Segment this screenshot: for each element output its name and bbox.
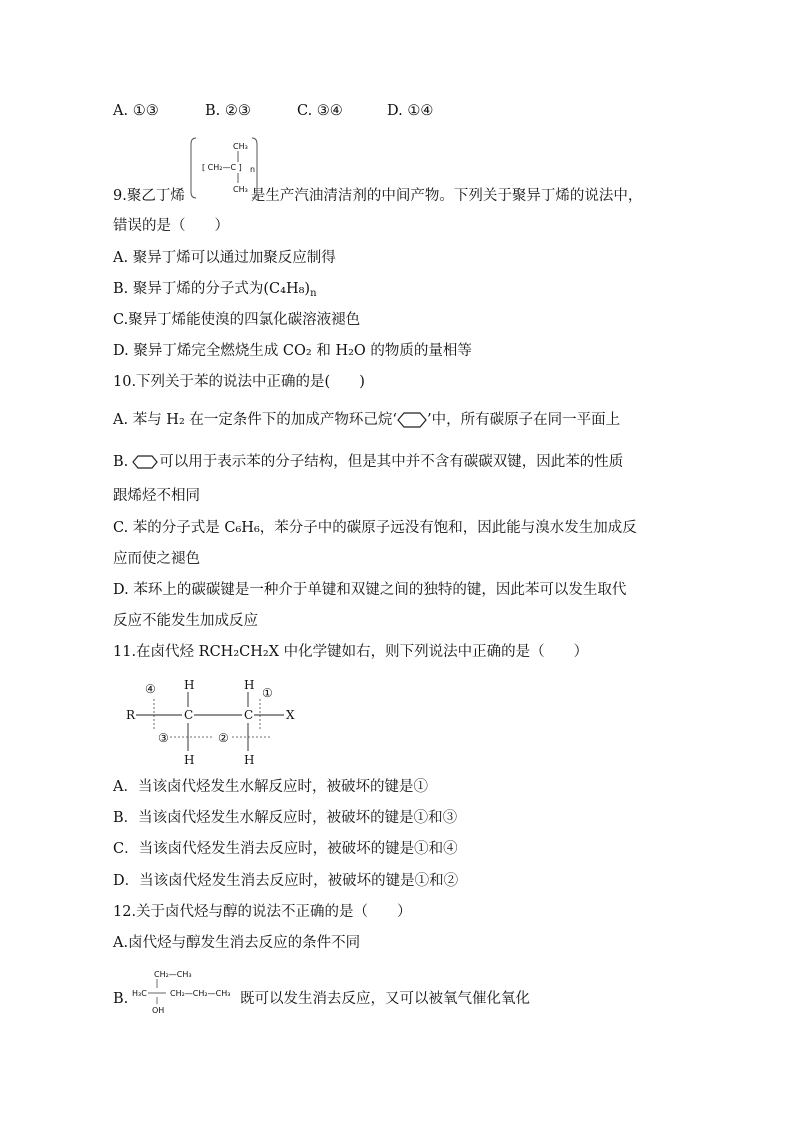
q11-option-d: D．当该卤代烃发生消去反应时，被破坏的键是①和② xyxy=(113,873,459,889)
q10-option-c: C. 苯的分子式是 C₆H₆，苯分子中的碳原子远没有饱和，因此能与溴水发生加成反 xyxy=(113,520,637,536)
polyisobutylene-structure xyxy=(190,136,258,200)
structure-main: [ CH₂—C ] xyxy=(202,163,242,172)
q11-option-c: C．当该卤代烃发生消去反应时，被破坏的键是①和④ xyxy=(113,841,458,857)
q10-option-b-post: 可以用于表示苯的分子结构，但是其中并不含有碳碳双键，因此苯的性质 xyxy=(159,454,624,470)
q8-option-c: C. ③④ xyxy=(297,103,343,119)
diagram-c2: C xyxy=(244,708,254,722)
diagram-h1: H xyxy=(184,678,195,692)
q12-option-a: A.卤代烃与醇发生消去反应的条件不同 xyxy=(113,935,361,951)
bond-label-3: ③ xyxy=(158,731,169,745)
structure-n: n xyxy=(250,165,256,174)
q10-option-a xyxy=(113,410,620,430)
q10-option-b xyxy=(113,452,623,472)
q9-option-b-text: B. 聚异丁烯的分子式为 xyxy=(113,281,264,297)
diagram-x: X xyxy=(286,708,295,722)
alcohol-structure xyxy=(130,966,238,1016)
q9-option-b-formula: (C₄H₈) xyxy=(263,281,311,297)
diagram-r: R xyxy=(126,708,136,722)
q9-stem-b: 是生产汽油清洁剂的中间产物。下列关于聚异丁烯的说法中， xyxy=(250,188,643,204)
alcohol-right: CH₂—CH₂—CH₃ xyxy=(170,989,231,998)
structure-ch3-bottom: CH₃ xyxy=(233,185,248,194)
diagram-h3: H xyxy=(244,678,255,692)
q10-stem: 10.下列关于苯的说法中正确的是( ) xyxy=(113,374,365,390)
q8-option-d: D. ①④ xyxy=(387,103,434,119)
q9-option-b xyxy=(113,279,317,304)
diagram-h4: H xyxy=(244,753,255,767)
q8-option-b: B. ②③ xyxy=(205,103,251,119)
bond-label-1: ① xyxy=(262,686,273,700)
q9-option-d: D. 聚异丁烯完全燃烧生成 CO₂ 和 H₂O 的物质的量相等 xyxy=(113,343,472,359)
bond-label-2: ② xyxy=(218,731,229,745)
q9-option-a: A. 聚异丁烯可以通过加聚反应制得 xyxy=(113,250,336,266)
q9-stem-line2: 错误的是（ ） xyxy=(113,218,229,234)
q8-options xyxy=(113,101,433,121)
q10-option-d-cont: 反应不能发生加成反应 xyxy=(113,613,258,629)
q8-option-a: A. ①③ xyxy=(113,103,159,119)
q10-option-b-cont: 跟烯烃不相同 xyxy=(113,488,200,504)
cyclohexane-icon xyxy=(397,411,427,429)
q12-option-b-pre: B. xyxy=(113,991,129,1007)
q9-stem-a: 9.聚乙丁烯 xyxy=(113,188,185,204)
q10-option-d: D. 苯环上的碳碳键是一种介于单键和双键之间的独特的键，因此苯可以发生取代 xyxy=(113,582,627,598)
haloalkane-bond-diagram xyxy=(118,675,318,770)
bond-label-4: ④ xyxy=(145,682,156,696)
benzene-ring-icon xyxy=(132,454,158,470)
q11-option-b: B．当该卤代烃发生水解反应时，被破坏的键是①和③ xyxy=(113,810,458,826)
q10-option-b-pre: B. xyxy=(113,454,129,470)
q9-option-c: C.聚异丁烯能使溴的四氯化碳溶液褪色 xyxy=(113,312,361,328)
q10-option-a-pre: A. 苯与 H₂ 在一定条件下的加成产物环己烷‘ xyxy=(113,412,397,428)
q10-option-c-cont: 应而使之褪色 xyxy=(113,551,200,567)
diagram-c1: C xyxy=(184,708,194,722)
q11-stem: 11.在卤代烃 RCH₂CH₂X 中化学键如右，则下列说法中正确的是（ ） xyxy=(113,644,589,660)
alcohol-left: H₃C xyxy=(132,989,147,998)
q11-option-a: A．当该卤代烃发生水解反应时，被破坏的键是① xyxy=(113,779,428,795)
q12-stem: 12.关于卤代烃与醇的说法不正确的是（ ） xyxy=(113,904,412,920)
q9-option-b-n: n xyxy=(310,288,317,299)
alcohol-top: CH₂—CH₃ xyxy=(154,970,192,979)
diagram-h2: H xyxy=(184,753,195,767)
q10-option-a-post: ’中，所有碳原子在同一平面上 xyxy=(426,412,621,428)
alcohol-oh: OH xyxy=(152,1006,165,1015)
structure-ch3-top: CH₃ xyxy=(233,142,248,151)
q12-option-b-post: 既可以发生消去反应，又可以被氧气催化氧化 xyxy=(240,991,530,1007)
